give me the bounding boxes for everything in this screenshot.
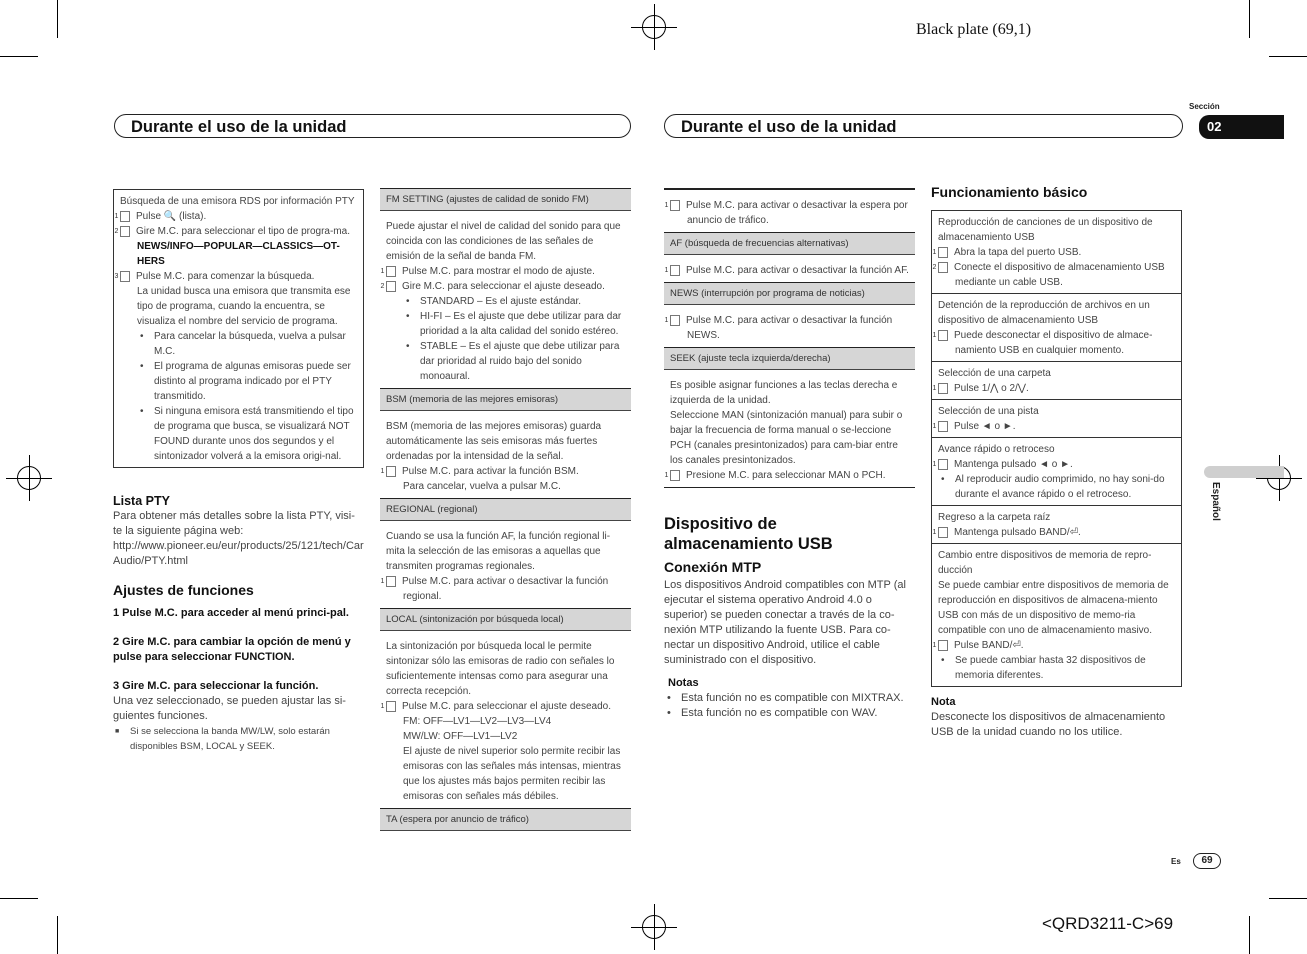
header-left: Durante el uso de la unidad (114, 114, 631, 138)
column-1 (113, 189, 364, 754)
box-title: Detención de la reproducción de archivos en un dispositivo de almacenamiento USB (938, 300, 1150, 326)
step-number: 1 (670, 470, 680, 481)
step: 1 Pulse M.C. para activar o desactivar la función NEWS. (664, 314, 893, 341)
section-text: Puede ajustar el nivel de calidad del sonido para que coincida con las condiciones de las señales de emisión de la señal de banda FM. (386, 221, 621, 262)
notas-title: Notas (668, 677, 699, 689)
lista-pty-text: Para obtener más detalles sobre la lista PTY, visi-te la siguiente página web: (113, 510, 355, 537)
regional-section (380, 521, 631, 608)
step: 2 Gire M.C. para seleccionar el tipo de progra-ma. (114, 226, 350, 237)
step-text: Una vez seleccionado, se pueden ajustar las si-guientes funciones. (113, 695, 346, 722)
step: 1 Presione M.C. para seleccionar MAN o PCH. (664, 469, 886, 481)
step-number: 1 (938, 459, 948, 470)
step: 1 Pulse M.C. para activar la función BSM. (380, 466, 579, 477)
crop-mark (0, 56, 38, 57)
usb-box (931, 438, 1182, 506)
page-lang: Es (1171, 857, 1181, 866)
step-text: Para cancelar, vuelva a pulsar M.C. (403, 481, 561, 492)
bsm-section (380, 411, 631, 498)
af-section (664, 255, 915, 282)
fm-setting-section (380, 211, 631, 388)
section-text: Es posible asignar funciones a las teclas derecha e izquierda de la unidad. (670, 379, 898, 406)
bullet: • Esta función no es compatible con WAV. (664, 706, 915, 721)
seek-bar: SEEK (ajuste tecla izquierda/derecha) (664, 347, 915, 370)
registration-mark-icon (642, 15, 666, 39)
step-number: 1 (386, 576, 396, 587)
numbered-step: 1 Pulse M.C. para acceder al menú princi-pal. (113, 607, 349, 619)
usb-box (931, 362, 1182, 400)
language-label: Español (1210, 482, 1221, 521)
crop-mark (0, 898, 38, 899)
step-text: El ajuste de nivel superior solo permite recibir las emisoras con las señales más intensas, mientras que los ajustes más bajos permiten recibir las emisoras con señales más débiles. (403, 746, 621, 802)
ta-bar: TA (espera por anuncio de tráfico) (380, 808, 631, 831)
bullet: • El programa de algunas emisoras puede ser distinto al programa indicado por el PTY transmitido. (120, 359, 357, 404)
pty-url: http://www.pioneer.eu/eur/products/25/121/tech/CarAudio/PTY.html (113, 540, 364, 567)
step: 1 Puede desconectar el dispositivo de almace-namiento USB en cualquier momento. (932, 330, 1153, 356)
bullet: • STABLE – Es el ajuste que debe utilizar para dar prioridad al ruido bajo del sonido monoaural. (386, 339, 625, 384)
section-text: Cuando se usa la función AF, la función regional li-mita la selección de las emisoras a aquellas que transmiten programas regionales. (386, 531, 611, 572)
step: 1 Pulse M.C. para mostrar el modo de ajuste. (380, 266, 595, 277)
step: 1 Pulse 1/⋀ o 2/⋁. (932, 383, 1029, 394)
section-text: Seleccione MAN (sintonización manual) para subir o bajar la frecuencia de forma manual o se-leccione PCH (canales presintonizados) para cam-biar entre los canales presintonizados. (670, 409, 903, 466)
pty-search-box (113, 189, 364, 468)
crop-mark (1249, 0, 1250, 38)
step-number: 1 (386, 701, 396, 712)
step: 1 Pulse M.C. para activar o desactivar la función AF. (664, 264, 909, 276)
ta-section (664, 190, 915, 232)
mtp-title: Conexión MTP (664, 559, 762, 575)
bullet: • Se puede cambiar hasta 32 dispositivos de memoria diferentes. (938, 653, 1175, 683)
local-section (380, 631, 631, 808)
step-number: 1 (670, 315, 680, 326)
step: 2 Gire M.C. para seleccionar el ajuste deseado. (380, 281, 605, 292)
crop-mark (57, 0, 58, 38)
black-plate-label: Black plate (69,1) (916, 21, 1032, 38)
news-bar: NEWS (interrupción por programa de noticias) (664, 282, 915, 305)
step-number: 1 (386, 266, 396, 277)
step-number: 2 (120, 226, 130, 237)
crop-mark (1249, 916, 1250, 954)
box-title: Búsqueda de una emisora RDS por información PTY (120, 196, 355, 207)
bullet: • Si ninguna emisora está transmitiendo el tipo de programa que busca, se visualizará NOT FOUND durante unos dos segundos y el sintonizador volverá a la emisora origi-nal. (120, 404, 357, 464)
numbered-step: 3 Gire M.C. para seleccionar la función. (113, 680, 319, 692)
step-text: La unidad busca una emisora que transmita ese tipo de programa, cuando la encuentra, se visualiza el nombre del servicio de programa. (137, 286, 351, 327)
regional-bar: REGIONAL (regional) (380, 498, 631, 521)
seek-section (664, 370, 915, 487)
nota-title: Nota (931, 696, 956, 708)
step: 1 Pulse 🔍 (lista). (114, 211, 207, 222)
bsm-bar: BSM (memoria de las mejores emisoras) (380, 388, 631, 411)
footer-code: <QRD3211-C>69 (1042, 914, 1174, 933)
step: 1 Mantenga pulsado BAND/⏎. (932, 527, 1081, 538)
nota-text: Desconecte los dispositivos de almacenamiento USB de la unidad cuando no los utilice. (931, 711, 1166, 738)
box-title: Selección de una pista (938, 406, 1039, 417)
mtp-text: Los dispositivos Android compatibles con MTP (al ejecutar el sistema operativo Android 4.0 o superior) se pueden conectar a través de la co-nexión MTP utilizando la fuente USB. Para co-nectar un dispositivo Android, utilice el cable suministrado con el dispositivo. (664, 579, 906, 666)
page-number: 69 (1193, 853, 1221, 869)
bullet: • STANDARD – Es el ajuste estándar. (386, 294, 625, 309)
step: 2 Conecte el dispositivo de almacenamiento USB mediante un cable USB. (932, 262, 1165, 288)
step-number: 1 (938, 247, 948, 258)
crop-mark (1269, 898, 1307, 899)
step-number: 2 (938, 262, 948, 273)
step-number: 1 (938, 383, 948, 394)
section-text: La sintonización por búsqueda local le permite sintonizar sólo las emisoras de radio con señales lo suficientemente intensas como para asegurar una correcta recepción. (386, 641, 615, 697)
box-title: Cambio entre dispositivos de memoria de repro-ducción (938, 550, 1152, 576)
header-right: Durante el uso de la unidad (664, 114, 1183, 138)
step-number: 1 (938, 421, 948, 432)
bullet: • Para cancelar la búsqueda, vuelva a pulsar M.C. (120, 329, 357, 359)
crop-mark (1269, 56, 1307, 57)
note: ■ Si se selecciona la banda MW/LW, solo estarán disponibles BSM, LOCAL y SEEK. (113, 724, 364, 754)
local-bar: LOCAL (sintonización por búsqueda local) (380, 608, 631, 631)
step: 1 Mantenga pulsado ◄ o ►. (932, 459, 1073, 470)
registration-mark-icon (17, 466, 41, 490)
step-number: 1 (670, 200, 680, 211)
step-number: 1 (938, 527, 948, 538)
step-number: 1 (120, 211, 130, 222)
ajustes-title: Ajustes de funciones (113, 582, 254, 598)
mw-levels: MW/LW: OFF—LV1—LV2 (403, 731, 518, 742)
af-bar: AF (búsqueda de frecuencias alternativas) (664, 232, 915, 255)
seccion-label: Sección (1189, 102, 1220, 111)
usb-box (931, 544, 1182, 687)
usb-box (931, 506, 1182, 544)
bullet: • HI-FI – Es el ajuste que debe utilizar para dar prioridad a la alta calidad del sonido estéreo. (386, 309, 625, 339)
box-text: Se puede cambiar entre dispositivos de memoria de reproducción en dispositivos de almacena-miento USB con más de un dispositivo de memo-ria compatible con uno de almacenamiento masivo. (938, 580, 1169, 636)
step-number: 1 (670, 265, 680, 276)
box-title: Avance rápido o retroceso (938, 444, 1055, 455)
usb-box (931, 400, 1182, 438)
section-text: BSM (memoria de las mejores emisoras) guarda automáticamente las seis emisoras más fuertes ordenadas por la intensidad de la señal. (386, 421, 602, 462)
crop-mark (57, 916, 58, 954)
column-3 (664, 188, 915, 721)
step: 1 Pulse M.C. para seleccionar el ajuste deseado. (380, 701, 612, 712)
bullet: • Esta función no es compatible con MIXTRAX. (664, 691, 915, 706)
column-4 (931, 185, 1182, 740)
step-number: 3 (120, 271, 130, 282)
box-title: Reproducción de canciones de un dispositivo de almacenamiento USB (938, 217, 1153, 243)
numbered-step: 2 Gire M.C. para cambiar la opción de menú y pulse para seleccionar FUNCTION. (113, 636, 351, 663)
step: 1 Pulse BAND/⏎. (932, 640, 1024, 651)
usb-box (931, 210, 1182, 294)
step: 1 Abra la tapa del puerto USB. (932, 247, 1082, 258)
step-number: 1 (938, 640, 948, 651)
usb-box (931, 294, 1182, 362)
step-number: 2 (386, 281, 396, 292)
registration-mark-icon (642, 915, 666, 939)
step-number: 1 (386, 466, 396, 477)
fm-levels: FM: OFF—LV1—LV2—LV3—LV4 (403, 716, 552, 727)
box-title: Selección de una carpeta (938, 368, 1051, 379)
step: 1 Pulse M.C. para activar o desactivar la espera por anuncio de tráfico. (664, 199, 908, 226)
bullet: • Al reproducir audio comprimido, no hay soni-do durante el avance rápido o el retroceso. (938, 472, 1175, 502)
step: 1 Pulse ◄ o ►. (932, 421, 1016, 432)
box-title: Regreso a la carpeta raíz (938, 512, 1051, 523)
step: 3 Pulse M.C. para comenzar la búsqueda. (114, 271, 315, 282)
step-number: 1 (938, 330, 948, 341)
lista-pty-title: Lista PTY (113, 494, 170, 508)
step: 1 Pulse M.C. para activar o desactivar la función regional. (380, 576, 609, 602)
language-tab (1204, 466, 1284, 478)
options-line: NEWS/INFO—POPULAR—CLASSICS—OT-HERS (137, 241, 340, 267)
usb-title: Dispositivo de almacenamiento USB (664, 515, 833, 553)
seccion-number: 02 (1199, 115, 1284, 139)
column-2 (380, 188, 631, 831)
fm-setting-bar: FM SETTING (ajustes de calidad de sonido FM) (380, 188, 631, 211)
news-section (664, 305, 915, 347)
funcionamiento-title: Funcionamiento básico (931, 184, 1088, 200)
